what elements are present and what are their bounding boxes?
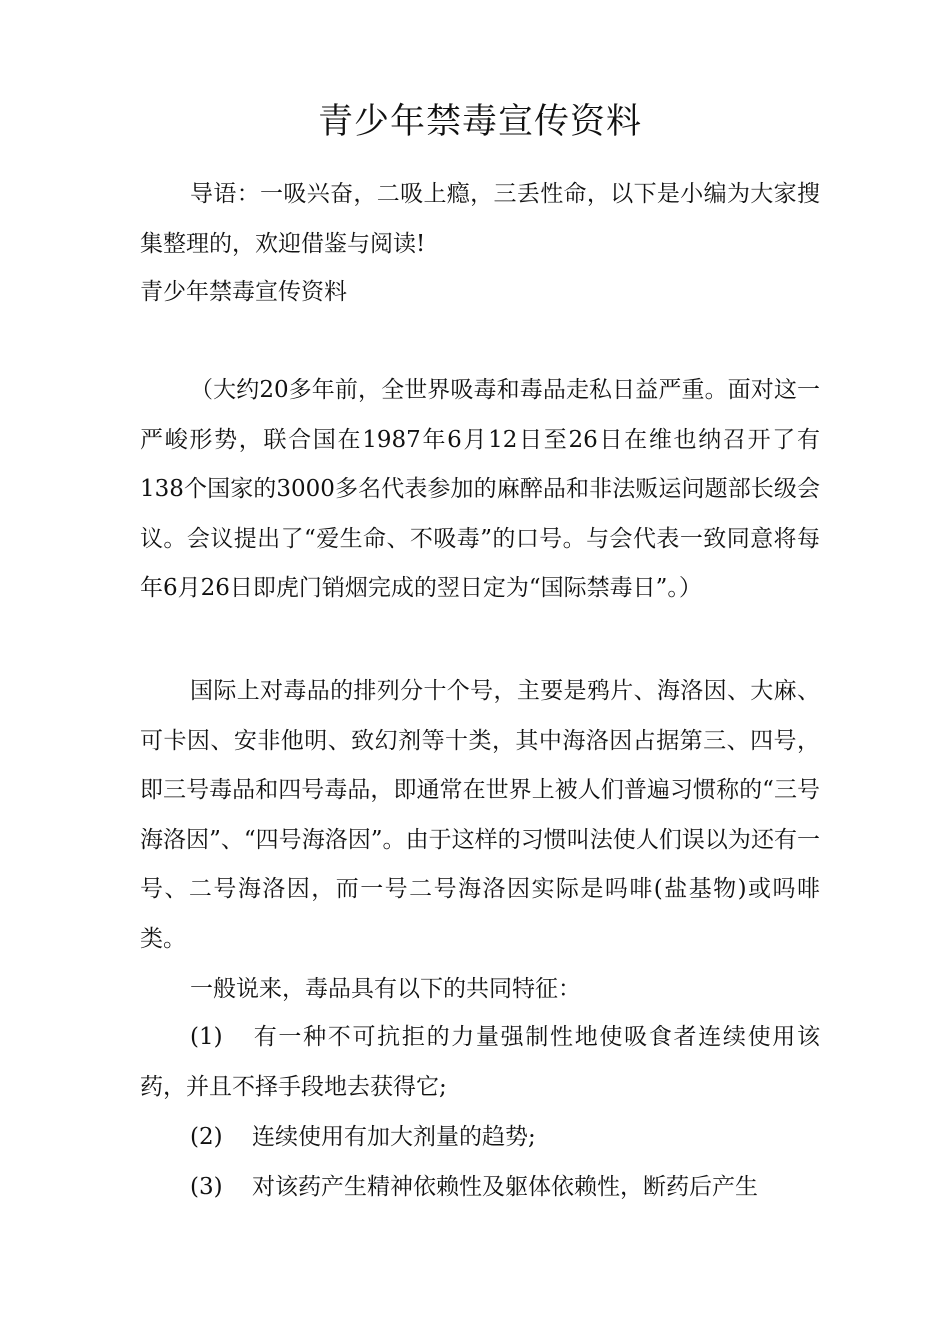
intro-paragraph: 导语：一吸兴奋，二吸上瘾，三丢性命，以下是小编为大家搜集整理的，欢迎借鉴与阅读! — [140, 181, 820, 257]
list-item-number: (3) — [190, 1174, 223, 1200]
list-item-number: (2) — [190, 1124, 223, 1150]
list-item-number: (1) — [190, 1024, 223, 1050]
paragraph-history: （大约20多年前，全世界吸毒和毒品走私日益严重。面对这一严峻形势，联合国在1987年6月12日至26日在维也纳召开了有138个国家的3000多名代表参加的麻醉品和非法贩运问题部长级会议。会议提出了“爱生命、不吸毒”的口号。与会代表一致同意将每年6月26日即虎门销烟完成的翌日定为“国际禁毒日”。） — [140, 377, 820, 601]
list-item — [140, 1163, 820, 1213]
list-item — [140, 1013, 820, 1112]
paragraph-classification: 国际上对毒品的排列分十个号，主要是鸦片、海洛因、大麻、可卡因、安非他明、致幻剂等十类，其中海洛因占据第三、四号，即三号毒品和四号毒品，即通常在世界上被人们普遍习惯称的“三号海洛因”、“四号海洛因”。由于这样的习惯叫法使人们误以为还有一号、二号海洛因，而一号二号海洛因实际是吗啡(盐基物)或吗啡类。 — [140, 678, 820, 952]
subheading: 青少年禁毒宣传资料 — [140, 279, 347, 305]
document-title: 青少年禁毒宣传资料 — [317, 102, 642, 142]
list-item-text: 有一种不可抗拒的力量强制性地使吸食者连续使用该药，并且不择手段地去获得它; — [140, 1024, 820, 1100]
list-item-text: 连续使用有加大剂量的趋势; — [252, 1124, 536, 1150]
paragraph-features-intro: 一般说来，毒品具有以下的共同特征： — [190, 976, 581, 1002]
list-item — [140, 1113, 820, 1163]
list-item-text: 对该药产生精神依赖性及躯体依赖性，断药后产生 — [252, 1174, 758, 1200]
